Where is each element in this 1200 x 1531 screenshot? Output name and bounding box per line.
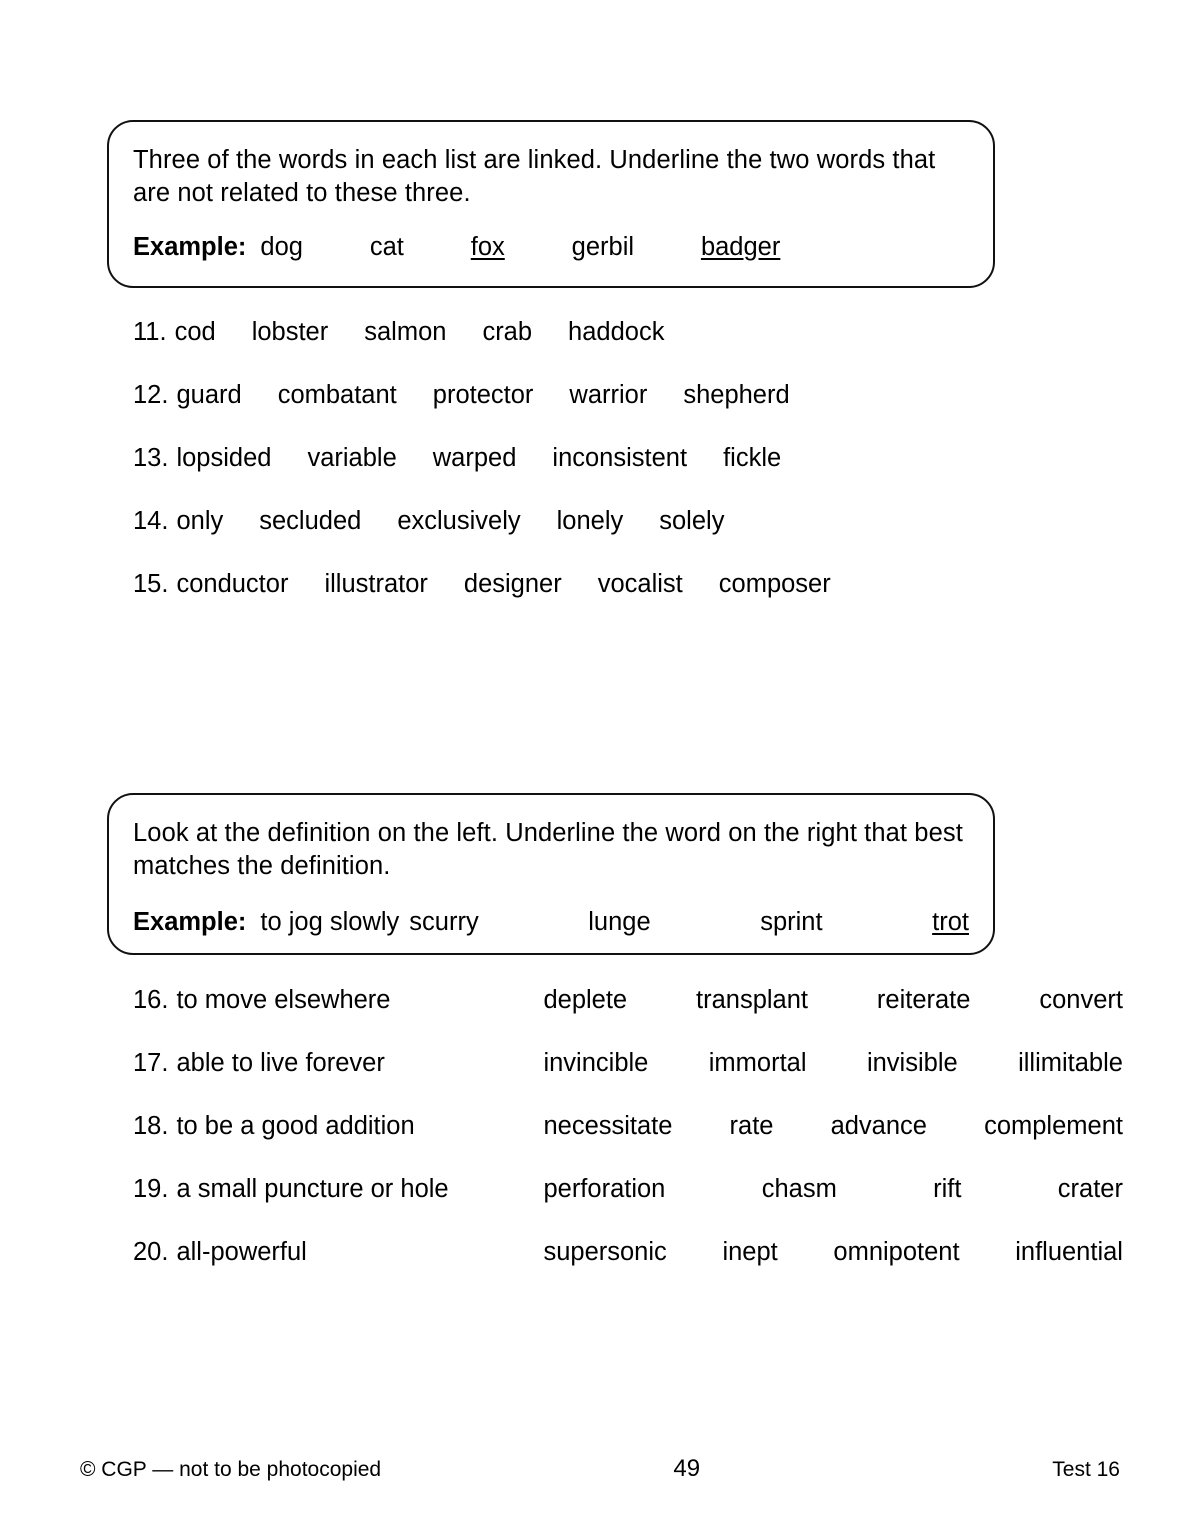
question-words <box>176 444 933 473</box>
instruction-text-section-1: Three of the words in each list are linked. Underline the two words that are not related to these three. <box>133 146 936 207</box>
answer-option[interactable]: vocalist <box>597 570 683 598</box>
question-words <box>175 318 933 347</box>
question-row-15 <box>133 570 933 633</box>
answer-option[interactable]: protector <box>432 381 534 409</box>
answer-option[interactable]: exclusively <box>397 507 521 535</box>
question-number: 16. <box>133 986 169 1014</box>
example-row-section-1 <box>133 233 969 262</box>
answer-option[interactable]: chasm <box>761 1175 837 1203</box>
question-words <box>543 1112 1123 1141</box>
answer-option[interactable]: variable <box>307 444 397 472</box>
page-number: 49 <box>673 1455 701 1482</box>
example-definition: to jog slowly <box>260 908 400 937</box>
instruction-text-section-2: Look at the definition on the left. Underline the word on the right that best matches the definition. <box>133 819 963 880</box>
example-word: cat <box>369 233 404 262</box>
example-word-underlined: badger <box>700 233 781 262</box>
question-number: 18. <box>133 1112 169 1140</box>
answer-option[interactable]: designer <box>463 570 562 598</box>
answer-option[interactable]: conductor <box>176 570 289 598</box>
question-definition: to be a good addition <box>176 1112 415 1140</box>
question-list-section-1 <box>133 318 933 633</box>
answer-option[interactable]: deplete <box>543 986 628 1014</box>
question-number: 13. <box>133 444 169 472</box>
answer-option[interactable]: rift <box>933 1175 962 1203</box>
question-row-16 <box>133 986 1123 1049</box>
question-number: 19. <box>133 1175 169 1203</box>
test-label: Test 16 <box>1052 1458 1120 1481</box>
example-word: gerbil <box>571 233 635 262</box>
example-words-section-1 <box>260 233 780 262</box>
example-word: lunge <box>588 908 651 937</box>
answer-option[interactable]: cod <box>174 318 216 346</box>
question-words <box>176 570 933 599</box>
answer-option[interactable]: transplant <box>696 986 809 1014</box>
page-footer <box>80 1455 1120 1483</box>
answer-option[interactable]: lopsided <box>176 444 272 472</box>
answer-option[interactable]: fickle <box>723 444 782 472</box>
answer-option[interactable]: convert <box>1039 986 1123 1014</box>
instruction-box-definitions <box>107 793 995 955</box>
answer-option[interactable]: necessitate <box>543 1112 673 1140</box>
answer-option[interactable]: haddock <box>568 318 665 346</box>
example-label: Example: <box>133 908 247 937</box>
question-words <box>543 986 1123 1015</box>
question-number: 20. <box>133 1238 169 1266</box>
question-words <box>176 507 933 536</box>
question-number: 12. <box>133 381 169 409</box>
example-row-section-2 <box>133 908 969 937</box>
answer-option[interactable]: advance <box>830 1112 927 1140</box>
answer-option[interactable]: warrior <box>569 381 648 409</box>
answer-option[interactable]: invisible <box>866 1049 958 1077</box>
answer-option[interactable]: complement <box>984 1112 1123 1140</box>
answer-option[interactable]: inconsistent <box>552 444 688 472</box>
answer-option[interactable]: illimitable <box>1018 1049 1123 1077</box>
answer-option[interactable]: lobster <box>251 318 329 346</box>
question-number: 15. <box>133 570 169 598</box>
example-word: dog <box>260 233 303 262</box>
question-definition: a small puncture or hole <box>176 1175 449 1203</box>
question-number: 14. <box>133 507 169 535</box>
question-row-12 <box>133 381 933 444</box>
answer-option[interactable]: immortal <box>708 1049 807 1077</box>
answer-option[interactable]: supersonic <box>543 1238 667 1266</box>
answer-option[interactable]: influential <box>1015 1238 1123 1266</box>
answer-option[interactable]: solely <box>659 507 725 535</box>
question-definition: able to live forever <box>176 1049 385 1077</box>
answer-option[interactable]: crater <box>1057 1175 1123 1203</box>
question-row-13 <box>133 444 933 507</box>
example-word-underlined: trot <box>932 908 969 937</box>
question-number: 17. <box>133 1049 169 1077</box>
answer-option[interactable]: warped <box>432 444 517 472</box>
question-row-17 <box>133 1049 1123 1112</box>
example-words-section-2 <box>409 908 969 937</box>
answer-option[interactable]: inept <box>722 1238 778 1266</box>
question-words <box>543 1238 1123 1267</box>
answer-option[interactable]: lonely <box>556 507 624 535</box>
question-words <box>543 1175 1123 1204</box>
example-word-underlined: fox <box>470 233 505 262</box>
example-label: Example: <box>133 233 247 262</box>
answer-option[interactable]: salmon <box>364 318 447 346</box>
question-row-14 <box>133 507 933 570</box>
copyright-notice: © CGP — not to be photocopied <box>80 1458 382 1481</box>
answer-option[interactable]: shepherd <box>683 381 790 409</box>
answer-option[interactable]: perforation <box>543 1175 666 1203</box>
answer-option[interactable]: combatant <box>277 381 397 409</box>
question-definition: all-powerful <box>176 1238 307 1266</box>
answer-option[interactable]: reiterate <box>876 986 971 1014</box>
answer-option[interactable]: secluded <box>259 507 362 535</box>
example-word: sprint <box>760 908 823 937</box>
answer-option[interactable]: composer <box>718 570 831 598</box>
answer-option[interactable]: only <box>176 507 224 535</box>
question-row-20 <box>133 1238 1123 1301</box>
answer-option[interactable]: crab <box>482 318 533 346</box>
question-words <box>176 381 933 410</box>
question-number: 11. <box>133 318 167 346</box>
answer-option[interactable]: rate <box>729 1112 774 1140</box>
question-row-19 <box>133 1175 1123 1238</box>
question-definition: to move elsewhere <box>176 986 391 1014</box>
example-word: scurry <box>409 908 479 937</box>
question-row-18 <box>133 1112 1123 1175</box>
question-list-section-2 <box>133 986 1123 1301</box>
answer-option[interactable]: illustrator <box>324 570 428 598</box>
question-row-11 <box>133 318 933 381</box>
answer-option[interactable]: guard <box>176 381 242 409</box>
instruction-box-linked-words <box>107 120 995 288</box>
answer-option[interactable]: omnipotent <box>833 1238 960 1266</box>
question-words <box>543 1049 1123 1078</box>
answer-option[interactable]: invincible <box>543 1049 649 1077</box>
